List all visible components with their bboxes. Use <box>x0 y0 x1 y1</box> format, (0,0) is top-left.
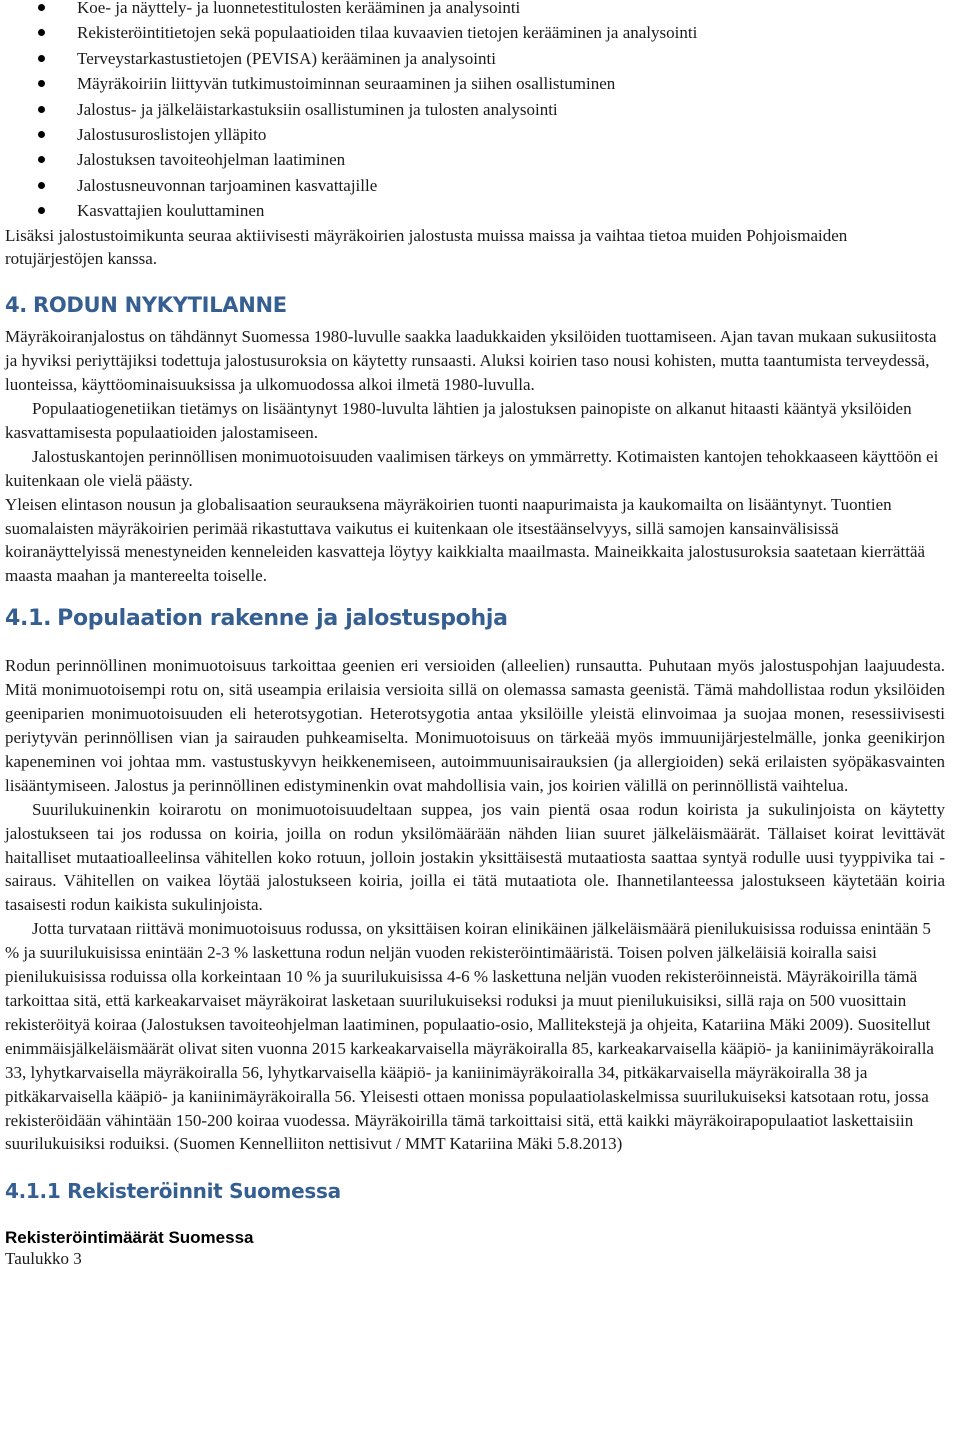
section-4-1-paragraph-1: Rodun perinnöllinen monimuotoisuus tarkoittaa geenien eri versioiden (alleelien) runsautta. Puhutaan myös jalostuspohjan laajuudesta. Mitä monimuotoisempi rotu on, sitä useampia erilaisia versioita sillä on olemassa samasta geenistä. Tämä mahdollistaa rodun yksilöiden geeniparien monimuotoisuuden eli heterotsygotian. Heterotsygotia antaa yksilöille yleistä elinvoimaa ja suojaa monen, resessiivisesti periytyvän perinnöllisen vian ja sairauden puhkeamiselta. Monimuotoisuus on tärkeää myös immuunijärjestelmälle, jonka geenikirjon kapeneminen voi johtaa mm. vastustuskyvyn heikkenemiseen, autoimmuunisairauksien (ja allergioiden) sekä erilaisten syöpäkasvainten lisääntymiseen. Jalostus ja perinnöllinen edistyminenkin ovat mahdollisia vain, jos koirien välillä on perinnöllistä vaihtelua. <box>5 656 945 795</box>
bullet-item <box>5 147 945 172</box>
bullet-item <box>5 173 945 198</box>
section-4-1-heading <box>5 605 945 633</box>
bullet-text: Rekisteröintitietojen sekä populaatioiden tilaa kuvaavien tietojen kerääminen ja analysointi <box>77 23 698 43</box>
section-4-paragraph-1: Mäyräkoiranjalostus on tähdännyt Suomessa 1980-luvulle saakka laadukkaiden yksilöiden tuottamiseen. Ajan tavan mukaan sukusiitosta ja hyviksi periyttäjiksi todettuja jalostusuroksia on käytetty runsaasti. Aluksi koirien taso nousi kohisten, mutta taantumista terveydessä, luonteissa, käyttöominaisuuksissa ja ulkomuodossa alkoi ilmetä 1980-luvulla. <box>5 327 937 395</box>
bullet-dot-icon <box>38 106 45 113</box>
bullet-item <box>5 71 945 96</box>
bullet-item <box>5 46 945 71</box>
intro-paragraph: Lisäksi jalostustoimikunta seuraa aktiivisesti mäyräkoirien jalostusta muissa maissa ja vaihtaa tietoa muiden Pohjoismaiden rotujärjestöjen kanssa. <box>5 225 848 269</box>
bullet-item <box>5 122 945 147</box>
table-caption: Taulukko 3 <box>5 1249 82 1269</box>
bullet-item <box>5 97 945 122</box>
document-page <box>5 0 945 1269</box>
section-4-1-title: Populaation rakenne ja jalostuspohja <box>57 606 508 632</box>
bullet-dot-icon <box>38 156 45 163</box>
bullet-text: Koe- ja näyttely- ja luonnetestitulosten kerääminen ja analysointi <box>77 0 521 17</box>
bullet-text: Jalostus- ja jälkeläistarkastuksiin osallistuminen ja tulosten analysointi <box>77 99 558 119</box>
section-4-heading <box>5 291 945 319</box>
bullet-dot-icon <box>38 131 45 138</box>
section-4-number: 4. <box>5 293 27 318</box>
bullet-item <box>5 0 945 20</box>
bullet-dot-icon <box>38 182 45 189</box>
bullet-text: Mäyräkoiriin liittyvän tutkimustoiminnan seuraaminen ja siihen osallistuminen <box>77 74 616 94</box>
section-4-paragraph-3: Jalostuskantojen perinnöllisen monimuotoisuuden vaalimisen tärkeys on ymmärretty. Kotimaisten kantojen tehokkaaseen käyttöön ei kuitenkaan ole vielä päästy. <box>5 446 939 490</box>
section-4-1-paragraph-2: Suurilukuinenkin koirarotu on monimuotoisuudeltaan suppea, jos vain pientä osaa rodun koirista ja sukulinjoista on käytetty jalostukseen tai jos rodussa on koiria, joilla on rodun yksilömäärään nähden liian suuret jälkeläismäärät. Tällaiset koirat levittävät haitalliset mutaatioalleelinsa vähitellen koko rotuun, jolloin jostakin yksittäisestä mutaatiosta saattaa syntyä rodulle uusi tyyppivika tai -sairaus. Vähitellen on vaikea löytää jalostukseen koiria, joilla ei tätä mutaatiota ole. Ihannetilanteessa jalostukseen käytetään koiria tasaisesti rodun kaikista sukulinjoista. <box>5 799 945 915</box>
section-4-body <box>5 325 945 588</box>
bullet-text: Jalostuksen tavoiteohjelman laatiminen <box>77 150 346 170</box>
bullet-dot-icon <box>38 29 45 36</box>
bullet-dot-icon <box>38 55 45 62</box>
bullet-text: Jalostusneuvonnan tarjoaminen kasvattajille <box>77 175 378 195</box>
bullet-item <box>5 198 945 223</box>
section-4-1-1-heading: 4.1.1 Rekisteröinnit Suomessa <box>5 1179 341 1204</box>
bullet-text: Kasvattajien kouluttaminen <box>77 201 265 221</box>
section-4-1-number: 4.1. <box>5 606 52 632</box>
section-4-1-body <box>5 654 945 1156</box>
bullet-text: Terveystarkastustietojen (PEVISA) kerääminen ja analysointi <box>77 48 496 68</box>
bullet-dot-icon <box>38 4 45 11</box>
section-4-1-paragraph-3: Jotta turvataan riittävä monimuotoisuus rodussa, on yksittäisen koiran elinikäinen jälkeläismäärä pienilukuisissa roduissa enintään 5 % ja suurilukuisissa enintään 2-3 % laskettuna rodun neljän vuoden rekisteröintimääristä. Toisen polven jälkeläisiä koiralla saisi pienilukuisissa roduissa olla korkeintaan 10 % ja suurilukuisissa 4-6 % laskettuna neljän vuoden rekisteröinneistä. Mäyräkoirilla tämä tarkoittaa sitä, että karkeakarvaiset mäyräkoirat lasketaan suurilukuiseksi roduksi ja muut pienilukuisiksi, sillä raja on 500 vuosittain rekisteröityä koiraa (Jalostuksen tavoiteohjelman laatiminen, populaatio-osio, Mallitekstejä ja ohjeita, Katariina Mäki 2009). Suositellut enimmäisjälkeläismäärät olivat siten vuonna 2015 karkeakarvaisella mäyräkoiralla 85, karkeakarvaisella kääpiö- ja kaniinimäyräkoiralla 33, lyhytkarvaisella mäyräkoiralla 56, lyhytkarvaisella kääpiö- ja kaniinimäyräkoiralla 34, pitkäkarvaisella mäyräkoiralla 38 ja pitkäkarvaisella kääpiö- ja kaniinimäyräkoiralla 56. Yleisesti ottaen monissa populaatiolaskelmissa suurilukuiseksi katsotaan rotu, jossa rekisteröidään vähintään 150-200 koiraa vuodessa. Mäyräkoirilla tämä tarkoittaisi sitä, että kaikki mäyräkoirapopulaatiot laskettaisiin suurilukuisiksi roduiksi. (Suomen Kennelliiton nettisivut / MMT Katariina Mäki 5.8.2013) <box>5 919 934 1154</box>
bullet-dot-icon <box>38 80 45 87</box>
bullet-item <box>5 20 945 45</box>
section-4-paragraph-4: Yleisen elintason nousun ja globalisaation seurauksena mäyräkoirien tuonti naapurimaista ja kaukomailta on lisääntynyt. Tuontien suomalaisten mäyräkoirien perimää rikastuttava vaikutus ei kuitenkaan ole itsestäänselvyys, sillä samojen kansainvälisissä koiranäyttelyissä menestyneiden kenneleiden kasvatteja löytyy kaikkialta maailmasta. Maineikkaita jalostusuroksia saatetaan kierrättää maasta maahan ja mantereelta toiselle. <box>5 494 926 586</box>
section-4-paragraph-2: Populaatiogenetiikan tietämys on lisääntynyt 1980-luvulta lähtien ja jalostuksen painopiste on alkanut hitaasti kääntyä yksilöiden kasvattamisesta populaatioiden jalostamiseen. <box>5 399 912 442</box>
table-heading: Rekisteröintimäärät Suomessa <box>5 1228 254 1248</box>
section-4-title: RODUN NYKYTILANNE <box>33 293 287 318</box>
bullet-text: Jalostusuroslistojen ylläpito <box>77 124 267 144</box>
bullet-dot-icon <box>38 207 45 214</box>
task-bullet-list <box>5 0 945 224</box>
